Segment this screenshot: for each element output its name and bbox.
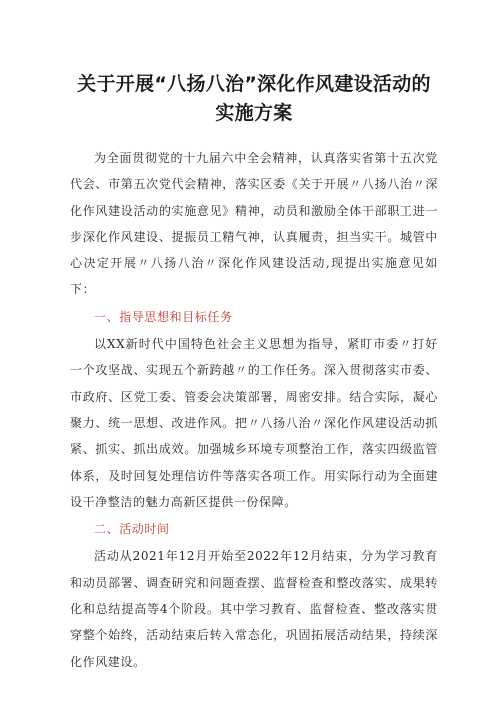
- section-2-heading: 二、活动时间: [94, 522, 170, 537]
- intro-paragraph: 为全面贯彻党的十九届六中全会精神，认真落实省第十五次党代会、市第五次党代会精神，落实区委《关于开展〃八扬八治〃深化作风建设活动的实施意见》精神，动员和激励全体干部职工进一步深化作风建设、提振员工精气神，认真履责，担当实干。城管中心决定开展〃八扬八治〃深化作风建设活动,现提出实施意见如下：: [70, 151, 438, 297]
- section-1-heading: 一、指导思想和目标任务: [94, 309, 233, 324]
- document-title-line-2: 实施方案: [215, 102, 293, 124]
- section-1-paragraph: 以XX新时代中国特色社会主义思想为指导，紧盯市委〃打好一个攻坚战、实现五个新跨越〃的工作任务。深入贯彻落实市委、市政府、区党工委、管委会决策部署，周密安排。结合实际，凝心聚力、统一思想、改进作风。把〃八扬八治〃深化作风建设活动抓紧、抓实、抓出成效。加强城乡环境专项整治工作，落实四级监管体系，及时回复处理信访件等落实各项工作。用实际行动为全面建设干净整洁的魅力高新区提供一份保障。: [70, 337, 438, 509]
- document-title: [70, 70, 438, 128]
- section-2-paragraph: 活动从2021年12月开始至2022年12月结束，分为学习教育和动员部署、调查研究和问题查摆、监督检查和整改落实、成果转化和总结提高等4个阶段。其中学习教育、监督检查、整改落实贯穿整个始终，活动结束后转入常态化，巩固拓展活动结果，持续深化作风建设。: [70, 549, 438, 669]
- document-title-line-1: 关于开展“八扬八治”深化作风建设活动的: [77, 73, 431, 95]
